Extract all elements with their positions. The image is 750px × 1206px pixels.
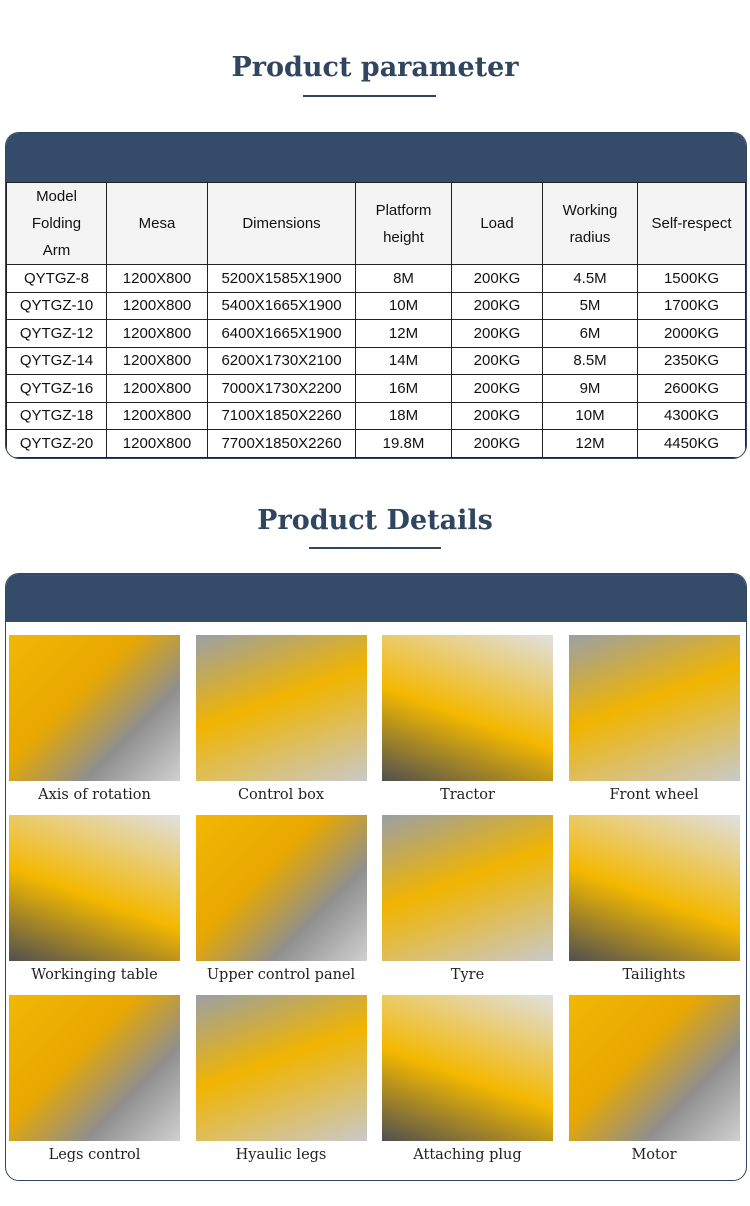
details-title: Product Details: [257, 505, 493, 536]
table-cell: 5200X1585X1900: [208, 265, 356, 293]
detail-caption: Hyaulic legs: [235, 1147, 327, 1163]
details-grid: [9, 635, 739, 1175]
table-cell: 2350KG: [638, 347, 746, 375]
table-cell: 200KG: [452, 375, 543, 403]
table-cell: 5400X1665X1900: [208, 292, 356, 320]
table-cell: QYTGZ-14: [7, 347, 107, 375]
detail-photo: [9, 995, 180, 1141]
table-cell: 1200X800: [107, 375, 208, 403]
detail-photo: [569, 635, 740, 781]
detail-photo: [196, 815, 367, 961]
table-cell: 1200X800: [107, 320, 208, 348]
column-header: Platform height: [356, 183, 452, 265]
table-cell: 12M: [356, 320, 452, 348]
detail-caption: Front wheel: [609, 787, 699, 803]
table-row: [7, 375, 746, 403]
table-cell: 12M: [543, 430, 638, 458]
table-cell: 7100X1850X2260: [208, 402, 356, 430]
table-cell: QYTGZ-20: [7, 430, 107, 458]
detail-photo: [9, 635, 180, 781]
table-cell: 1200X800: [107, 430, 208, 458]
detail-caption: Tyre: [450, 967, 485, 983]
detail-item: [9, 815, 180, 995]
table-cell: 6200X1730X2100: [208, 347, 356, 375]
table-cell: 10M: [356, 292, 452, 320]
table-cell: 2000KG: [638, 320, 746, 348]
table-cell: 4450KG: [638, 430, 746, 458]
table-cell: 10M: [543, 402, 638, 430]
column-header: Model Folding Arm: [7, 183, 107, 265]
parameter-title: Product parameter: [231, 52, 519, 83]
detail-caption: Tailights: [622, 967, 686, 983]
detail-caption: Legs control: [48, 1147, 141, 1163]
table-cell: 6M: [543, 320, 638, 348]
table-cell: 1200X800: [107, 402, 208, 430]
table-cell: QYTGZ-18: [7, 402, 107, 430]
table-cell: 200KG: [452, 320, 543, 348]
parameter-table: [6, 182, 746, 458]
table-cell: 1200X800: [107, 292, 208, 320]
table-row: [7, 402, 746, 430]
card-header-bar: [6, 574, 746, 622]
detail-photo: [196, 995, 367, 1141]
detail-photo: [9, 815, 180, 961]
detail-photo: [569, 815, 740, 961]
detail-caption: Axis of rotation: [38, 787, 151, 803]
detail-item: [196, 995, 367, 1175]
detail-item: [382, 635, 553, 815]
table-cell: 6400X1665X1900: [208, 320, 356, 348]
table-cell: QYTGZ-10: [7, 292, 107, 320]
detail-item: [569, 995, 740, 1175]
column-header: Working radius: [543, 183, 638, 265]
detail-item: [196, 635, 367, 815]
table-cell: 4.5M: [543, 265, 638, 293]
table-cell: 8.5M: [543, 347, 638, 375]
table-row: [7, 430, 746, 458]
table-cell: 14M: [356, 347, 452, 375]
column-header: Self-respect: [638, 183, 746, 265]
column-header: Mesa: [107, 183, 208, 265]
table-cell: QYTGZ-8: [7, 265, 107, 293]
detail-item: [569, 635, 740, 815]
detail-photo: [382, 635, 553, 781]
detail-item: [9, 995, 180, 1175]
table-cell: 18M: [356, 402, 452, 430]
table-cell: 19.8M: [356, 430, 452, 458]
detail-item: [9, 635, 180, 815]
detail-item: [196, 815, 367, 995]
table-row: [7, 292, 746, 320]
table-cell: 8M: [356, 265, 452, 293]
table-cell: 16M: [356, 375, 452, 403]
detail-caption: Motor: [631, 1147, 677, 1163]
detail-caption: Upper control panel: [206, 967, 356, 983]
table-cell: 7700X1850X2260: [208, 430, 356, 458]
detail-photo: [382, 995, 553, 1141]
detail-caption: Tractor: [440, 787, 495, 803]
table-cell: QYTGZ-16: [7, 375, 107, 403]
column-header: Load: [452, 183, 543, 265]
detail-item: [569, 815, 740, 995]
table-cell: 200KG: [452, 347, 543, 375]
title-underline: [309, 547, 441, 549]
table-cell: 200KG: [452, 292, 543, 320]
card-header-bar: [6, 133, 746, 182]
table-cell: 200KG: [452, 402, 543, 430]
table-row: [7, 265, 746, 293]
detail-caption: Workinging table: [31, 967, 158, 983]
title-underline: [303, 95, 436, 97]
table-cell: 1500KG: [638, 265, 746, 293]
table-cell: 9M: [543, 375, 638, 403]
detail-photo: [569, 995, 740, 1141]
table-cell: 7000X1730X2200: [208, 375, 356, 403]
detail-photo: [196, 635, 367, 781]
detail-caption: Attaching plug: [413, 1147, 522, 1163]
parameter-table-card: [5, 132, 747, 459]
table-cell: 1700KG: [638, 292, 746, 320]
table-cell: 200KG: [452, 265, 543, 293]
table-row: [7, 320, 746, 348]
table-cell: 5M: [543, 292, 638, 320]
table-cell: 1200X800: [107, 347, 208, 375]
detail-photo: [382, 815, 553, 961]
table-row: [7, 347, 746, 375]
column-header: Dimensions: [208, 183, 356, 265]
detail-caption: Control box: [237, 787, 325, 803]
detail-item: [382, 995, 553, 1175]
detail-item: [382, 815, 553, 995]
table-cell: 200KG: [452, 430, 543, 458]
table-cell: 4300KG: [638, 402, 746, 430]
table-cell: 2600KG: [638, 375, 746, 403]
table-cell: 1200X800: [107, 265, 208, 293]
table-cell: QYTGZ-12: [7, 320, 107, 348]
